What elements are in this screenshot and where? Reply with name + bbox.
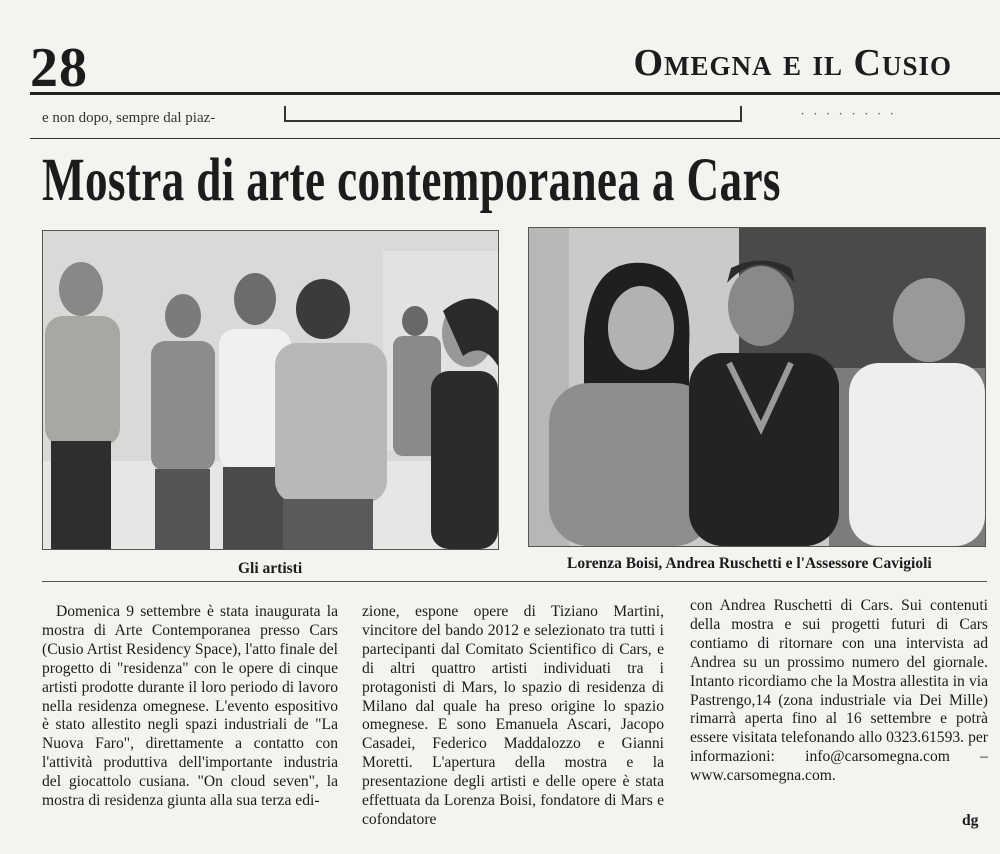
article-column-3 xyxy=(690,597,988,786)
previous-article-cut-text: ˙ ˙ ˙ ˙ ˙ ˙ ˙ ˙ xyxy=(800,111,897,127)
article-column-2-text: zione, espone opere di Tiziano Martini, vincitore del bando 2012 e selezionato tra tutti i partecipanti dal Comitato Scientifico di Cars, e di altri quattro artisti individuati tra i protagonisti di Mars, lo spazio di residenza di Milano dal quale ha preso origine lo spazio omegnese. E sono Emanuela Ascari, Jacopo Casadei, Federico Maddalozzo e Gianni Moretti. L'apertura della mostra e la presentazione degli artisti e delle opere è stata effettuata da Lorenza Boisi, fondatore di Mars e cofondatore xyxy=(362,603,664,828)
page-number: 28 xyxy=(30,37,88,99)
article-headline: Mostra di arte contemporanea a Cars xyxy=(42,147,781,214)
caption-rule xyxy=(42,581,987,582)
header-rule xyxy=(30,92,1000,95)
article-column-1 xyxy=(42,603,338,811)
caption-group: Lorenza Boisi, Andrea Ruschetti e l'Assessore Cavigioli xyxy=(567,555,932,572)
headline-rule xyxy=(30,138,1000,139)
photo-artists xyxy=(42,230,499,550)
section-title: Omegna e il Cusio xyxy=(633,42,952,84)
author-initials: dg xyxy=(962,812,979,829)
photo-group-image xyxy=(529,228,985,546)
article-column-2 xyxy=(362,603,664,830)
caption-artists: Gli artisti xyxy=(238,560,303,577)
article-column-3-text: con Andrea Ruschetti di Cars. Sui contenuti della mostra e sui progetti futuri di Cars contiamo di ritornare con una intervista ad Andrea su un prossimo numero del giornale. Intanto ricordiamo che la Mostra allestita in via Pastrengo,14 (zona industriale via Dei Mille) rimarrà aperta fino al 16 settembre e potrà essere visitata telefonando allo 0323.61593. per informazioni: info@carsomegna.com – www.carsomegna.com. xyxy=(690,597,988,785)
previous-article-fragment: e non dopo, sempre dal piaz- xyxy=(42,110,216,126)
photo-artists-image xyxy=(43,231,498,549)
photo-boisi-ruschetti-cavigioli xyxy=(528,227,986,547)
previous-article-box xyxy=(284,106,742,122)
article-column-1-text: Domenica 9 settembre è stata inaugurata la mostra di Arte Contemporanea presso Cars (Cusio Artist Residency Space), l'atto finale del progetto di "residenza" con le opere di cinque artisti prodotte durante il loro periodo di lavoro nella residenza omegnese. L'evento espositivo è stato allestito negli spazi industriali de "La Nuova Faro", direttamente a contatto con l'attività produttiva dell'importante industria del giocattolo cusiana. "On cloud seven", la mostra di residenza giunta alla sua terza edi- xyxy=(42,603,338,810)
